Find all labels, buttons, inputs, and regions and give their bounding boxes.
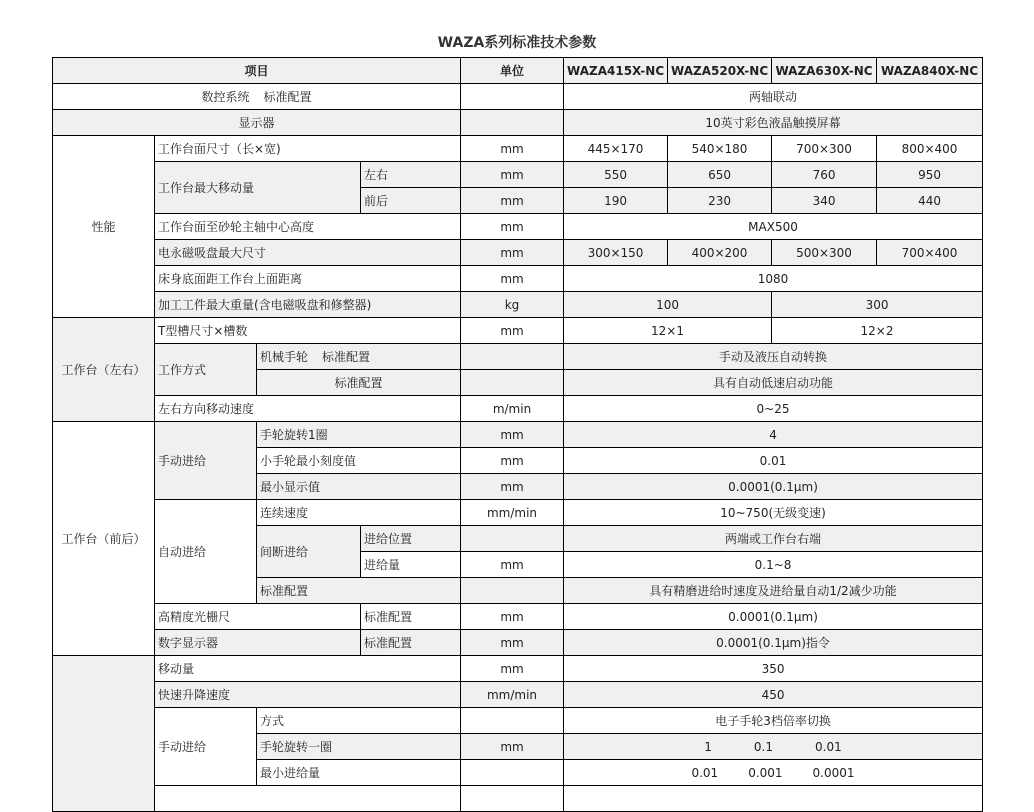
- v-min-feed-label: 最小进给量: [257, 760, 461, 786]
- max-travel-fb-label: 前后: [361, 188, 461, 214]
- v-rapid-value: 450: [564, 682, 983, 708]
- v-rapid-unit: mm/min: [461, 682, 564, 708]
- fb-readout-label: 数字显示器: [155, 630, 361, 656]
- max-travel-label: 工作台最大移动量: [155, 162, 361, 214]
- lr-speed-value: 0~25: [564, 396, 983, 422]
- fb-readout-unit: mm: [461, 630, 564, 656]
- header-unit: 单位: [461, 58, 564, 84]
- bed-dist-unit: mm: [461, 266, 564, 292]
- fb-auto-standard-unit: [461, 578, 564, 604]
- cnc-unit: [461, 84, 564, 110]
- v-next-value: [564, 786, 983, 812]
- table-lr-label: 工作台（左右）: [53, 318, 155, 422]
- table-row: [53, 162, 983, 188]
- fb-amount-unit: mm: [461, 552, 564, 578]
- max-weight-label: 加工工件最大重量(含电磁吸盘和修整器): [155, 292, 461, 318]
- v-method-value: 电子手轮3档倍率切换: [564, 708, 983, 734]
- table-row: [53, 266, 983, 292]
- table-size-label: 工作台面尺寸（长×宽): [155, 136, 461, 162]
- height-label: 工作台面至砂轮主轴中心高度: [155, 214, 461, 240]
- v-min-feed-v3: 0.0001: [812, 765, 855, 780]
- display-label: 显示器: [53, 110, 461, 136]
- fb-min-display-value: 0.0001(0.1μm): [564, 474, 983, 500]
- perf-label: 性能: [53, 136, 155, 318]
- max-travel-fb-v4: 440: [877, 188, 983, 214]
- mode-standard-unit: [461, 370, 564, 396]
- table-row: [53, 656, 983, 682]
- vertical-label: [53, 656, 155, 812]
- fb-auto-standard-label: 标准配置: [257, 578, 461, 604]
- table-fb-label: 工作台（前后）: [53, 422, 155, 656]
- fb-per-turn-unit: mm: [461, 422, 564, 448]
- handwheel-value: 手动及液压自动转换: [564, 344, 983, 370]
- table-row: [53, 240, 983, 266]
- fb-position-value: 两端或工作台右端: [564, 526, 983, 552]
- fb-min-scale-unit: mm: [461, 448, 564, 474]
- fb-per-turn-value: 4: [564, 422, 983, 448]
- fb-grating-config: 标准配置: [361, 604, 461, 630]
- fb-continuous-value: 10~750(无级变速): [564, 500, 983, 526]
- header-model-2: WAZA520X-NC: [668, 58, 772, 84]
- mode-label: 工作方式: [155, 344, 257, 396]
- table-row: [53, 682, 983, 708]
- max-travel-lr-unit: mm: [461, 162, 564, 188]
- table-row: [53, 136, 983, 162]
- chuck-label: 电永磁吸盘最大尺寸: [155, 240, 461, 266]
- table-row: [53, 214, 983, 240]
- chuck-v4: 700×400: [877, 240, 983, 266]
- table-row: [53, 110, 983, 136]
- fb-grating-label: 高精度光栅尺: [155, 604, 361, 630]
- max-travel-fb-v3: 340: [772, 188, 877, 214]
- chuck-v3: 500×300: [772, 240, 877, 266]
- table-row: [53, 318, 983, 344]
- table-row: [53, 396, 983, 422]
- cnc-label: 数控系统: [201, 90, 250, 104]
- v-per-turn-unit: mm: [461, 734, 564, 760]
- fb-readout-value: 0.0001(0.1μm)指令: [564, 630, 983, 656]
- fb-min-scale-value: 0.01: [564, 448, 983, 474]
- t-slot-label: T型槽尺寸×槽数: [155, 318, 461, 344]
- table-size-v2: 540×180: [668, 136, 772, 162]
- handwheel-label: 机械手轮: [260, 350, 309, 364]
- fb-grating-value: 0.0001(0.1μm): [564, 604, 983, 630]
- page-title: WAZA系列标准技术参数: [437, 35, 597, 51]
- handwheel-config: 标准配置: [322, 350, 371, 364]
- table-row: [53, 604, 983, 630]
- table-row: [53, 630, 983, 656]
- max-travel-lr-v2: 650: [668, 162, 772, 188]
- handwheel-unit: [461, 344, 564, 370]
- table-row: [53, 84, 983, 110]
- chuck-v1: 300×150: [564, 240, 668, 266]
- fb-intermittent-label: 间断进给: [257, 526, 361, 578]
- chuck-v2: 400×200: [668, 240, 772, 266]
- fb-amount-label: 进给量: [361, 552, 461, 578]
- max-travel-fb-unit: mm: [461, 188, 564, 214]
- v-min-feed-v2: 0.001: [748, 765, 783, 780]
- v-manual-label: 手动进给: [155, 708, 257, 786]
- fb-readout-config: 标准配置: [361, 630, 461, 656]
- header-model-3: WAZA630X-NC: [772, 58, 877, 84]
- v-next-unit: [461, 786, 564, 812]
- table-size-v1: 445×170: [564, 136, 668, 162]
- t-slot-unit: mm: [461, 318, 564, 344]
- spec-table: [52, 57, 983, 812]
- height-value: MAX500: [564, 214, 983, 240]
- lr-speed-unit: m/min: [461, 396, 564, 422]
- max-travel-fb-v2: 230: [668, 188, 772, 214]
- max-weight-unit: kg: [461, 292, 564, 318]
- max-weight-v1: 100: [564, 292, 772, 318]
- fb-min-display-unit: mm: [461, 474, 564, 500]
- fb-auto-standard-value: 具有精磨进给时速度及进给量自动1/2减少功能: [564, 578, 983, 604]
- t-slot-v1: 12×1: [564, 318, 772, 344]
- fb-min-display-label: 最小显示值: [257, 474, 461, 500]
- header-model-4: WAZA840X-NC: [877, 58, 983, 84]
- table-size-v4: 800×400: [877, 136, 983, 162]
- table-row: [53, 708, 983, 734]
- max-travel-lr-label: 左右: [361, 162, 461, 188]
- fb-manual-label: 手动进给: [155, 422, 257, 500]
- v-per-turn-v2: 0.1: [753, 739, 774, 754]
- chuck-unit: mm: [461, 240, 564, 266]
- v-method-label: 方式: [257, 708, 461, 734]
- table-row: [53, 500, 983, 526]
- table-size-v3: 700×300: [772, 136, 877, 162]
- table-row: [53, 292, 983, 318]
- table-row: [53, 422, 983, 448]
- mode-standard-label: 标准配置: [257, 370, 461, 396]
- display-unit: [461, 110, 564, 136]
- fb-position-label: 进给位置: [361, 526, 461, 552]
- bed-dist-label: 床身底面距工作台上面距离: [155, 266, 461, 292]
- fb-amount-value: 0.1~8: [564, 552, 983, 578]
- lr-speed-label: 左右方向移动速度: [155, 396, 461, 422]
- cnc-label-cell: [53, 84, 461, 110]
- fb-position-unit: [461, 526, 564, 552]
- header-model-1: WAZA415X-NC: [564, 58, 668, 84]
- header-row: [53, 58, 983, 84]
- v-travel-unit: mm: [461, 656, 564, 682]
- height-unit: mm: [461, 214, 564, 240]
- v-per-turn-values: [564, 734, 983, 760]
- fb-continuous-unit: mm/min: [461, 500, 564, 526]
- max-travel-fb-v1: 190: [564, 188, 668, 214]
- v-travel-label: 移动量: [155, 656, 461, 682]
- t-slot-v2: 12×2: [772, 318, 983, 344]
- cnc-config: 标准配置: [263, 90, 312, 104]
- v-min-feed-values: [564, 760, 983, 786]
- table-size-unit: mm: [461, 136, 564, 162]
- mode-standard-value: 具有自动低速启动功能: [564, 370, 983, 396]
- max-travel-lr-v3: 760: [772, 162, 877, 188]
- handwheel-label-cell: [257, 344, 461, 370]
- v-min-feed-v1: 0.01: [691, 765, 719, 780]
- fb-min-scale-label: 小手轮最小刻度值: [257, 448, 461, 474]
- fb-grating-unit: mm: [461, 604, 564, 630]
- v-travel-value: 350: [564, 656, 983, 682]
- v-next-label: [155, 786, 461, 812]
- fb-auto-label: 自动进给: [155, 500, 257, 604]
- table-row: [53, 786, 983, 812]
- cnc-value: 两轴联动: [564, 84, 983, 110]
- v-method-unit: [461, 708, 564, 734]
- max-weight-v2: 300: [772, 292, 983, 318]
- bed-dist-value: 1080: [564, 266, 983, 292]
- max-travel-lr-v1: 550: [564, 162, 668, 188]
- max-travel-lr-v4: 950: [877, 162, 983, 188]
- v-per-turn-v1: 1: [704, 739, 712, 754]
- v-min-feed-unit: [461, 760, 564, 786]
- table-row: [53, 344, 983, 370]
- v-rapid-label: 快速升降速度: [155, 682, 461, 708]
- fb-continuous-label: 连续速度: [257, 500, 461, 526]
- header-item: 项目: [53, 58, 461, 84]
- v-per-turn-v3: 0.01: [815, 739, 842, 754]
- display-value: 10英寸彩色液晶触摸屏幕: [564, 110, 983, 136]
- fb-per-turn-label: 手轮旋转1圈: [257, 422, 461, 448]
- v-per-turn-label: 手轮旋转一圈: [257, 734, 461, 760]
